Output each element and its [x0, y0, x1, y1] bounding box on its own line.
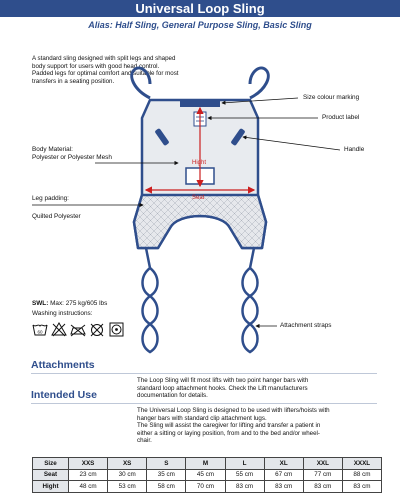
svg-text:60: 60 [37, 329, 43, 335]
table-cell: 30 cm [108, 469, 147, 481]
alias-subtitle: Alias: Half Sling, General Purpose Sling, Basic Sling [88, 20, 312, 30]
body-material-value: Polyester or Polyester Mesh [32, 154, 112, 161]
tumble-dry-icon [110, 323, 123, 336]
intended-use-line: hanger bars with standard clip attachment lugs. [137, 414, 267, 422]
size-table [32, 457, 382, 493]
washing-icons [32, 321, 128, 337]
size-colour-label: Size colour marking [303, 94, 360, 101]
leg-padding-value: Quilted Polyester [32, 213, 81, 220]
table-cell: 83 cm [264, 481, 303, 493]
no-dryclean-icon [91, 324, 103, 336]
table-header-cell: XXXL [342, 458, 381, 470]
size-colour-marking [180, 101, 220, 107]
washing-label: Washing instructions: [32, 310, 93, 317]
attachment-straps-label: Attachment straps [280, 322, 332, 329]
attachments-divider [31, 373, 377, 374]
page-title: Universal Loop Sling [0, 0, 400, 17]
intended-use-line: either a sitting or laying position, from and to the bed and/or wheel- [137, 429, 320, 437]
hight-measure-label: Hight [192, 160, 207, 166]
table-row [33, 481, 382, 493]
right-attachment-strap [243, 248, 258, 352]
attachments-title: Attachments [31, 359, 95, 371]
table-header-cell: XL [264, 458, 303, 470]
intended-use-line: The Sling will assist the caregiver for lifting and transfer a patient in [137, 422, 321, 430]
table-cell: 83 cm [303, 481, 342, 493]
attachments-line: The Loop Sling will fit most lifts with two point hanger bars with [137, 377, 309, 384]
right-top-loop [250, 68, 268, 98]
table-header-cell: L [225, 458, 264, 470]
intro-line: transfers in a seating position. [32, 77, 115, 85]
intended-use-divider [31, 403, 377, 404]
seat-measure-label: Seat [192, 195, 205, 201]
intended-use-text [137, 407, 387, 445]
table-header-cell: XS [108, 458, 147, 470]
intro-line: A standard sling designed with split legs and shaped [32, 55, 176, 62]
intended-use-title: Intended Use [31, 389, 97, 401]
table-cell: 77 cm [303, 469, 342, 481]
table-header-cell: M [186, 458, 225, 470]
intended-use-line: The Universal Loop Sling is designed to be used with lifters/hoists with [137, 407, 330, 414]
swl-line [32, 300, 107, 308]
table-cell: 70 cm [186, 481, 225, 493]
table-header-cell: S [147, 458, 186, 470]
no-bleach-icon [52, 323, 66, 336]
table-cell: 83 cm [225, 481, 264, 493]
table-cell: 48 cm [69, 481, 108, 493]
swl-value: Max: 275 kg/605 lbs [50, 300, 108, 307]
attachments-line: standard loop attachment hooks. Check the Lift manufacturers [137, 384, 308, 392]
table-cell: 83 cm [342, 481, 381, 493]
table-row-header: Seat [33, 469, 69, 481]
wash-60-icon [33, 325, 47, 335]
table-cell: 23 cm [69, 469, 108, 481]
product-label-label: Product label [322, 114, 360, 121]
no-iron-icon [71, 325, 85, 336]
table-header-row [33, 458, 382, 470]
attachments-text [137, 377, 387, 400]
table-header-cell: XXL [303, 458, 342, 470]
left-attachment-strap [143, 248, 158, 352]
table-cell: 45 cm [186, 469, 225, 481]
swl-label: SWL: [32, 300, 49, 307]
table-cell: 67 cm [264, 469, 303, 481]
table-cell: 88 cm [342, 469, 381, 481]
table-header-cell: Size [33, 458, 69, 470]
table-cell: 55 cm [225, 469, 264, 481]
table-header-cell: XXS [69, 458, 108, 470]
handle-label: Handle [344, 146, 365, 153]
intro-line: Padded legs for optimal comfort and suitable for most [32, 70, 179, 78]
intended-use-line: chair. [137, 437, 152, 445]
table-cell: 53 cm [108, 481, 147, 493]
leg-padding [134, 195, 266, 248]
body-material-label: Body Material: [32, 146, 73, 153]
table-cell: 58 cm [147, 481, 186, 493]
attachments-line: documentation for details. [137, 392, 208, 400]
intro-line: body support for users with good head control. [32, 62, 160, 70]
table-row [33, 469, 382, 481]
left-top-loop [132, 68, 150, 98]
table-row-header: Hight [33, 481, 69, 493]
leg-padding-label: Leg padding: [32, 195, 69, 202]
table-cell: 35 cm [147, 469, 186, 481]
